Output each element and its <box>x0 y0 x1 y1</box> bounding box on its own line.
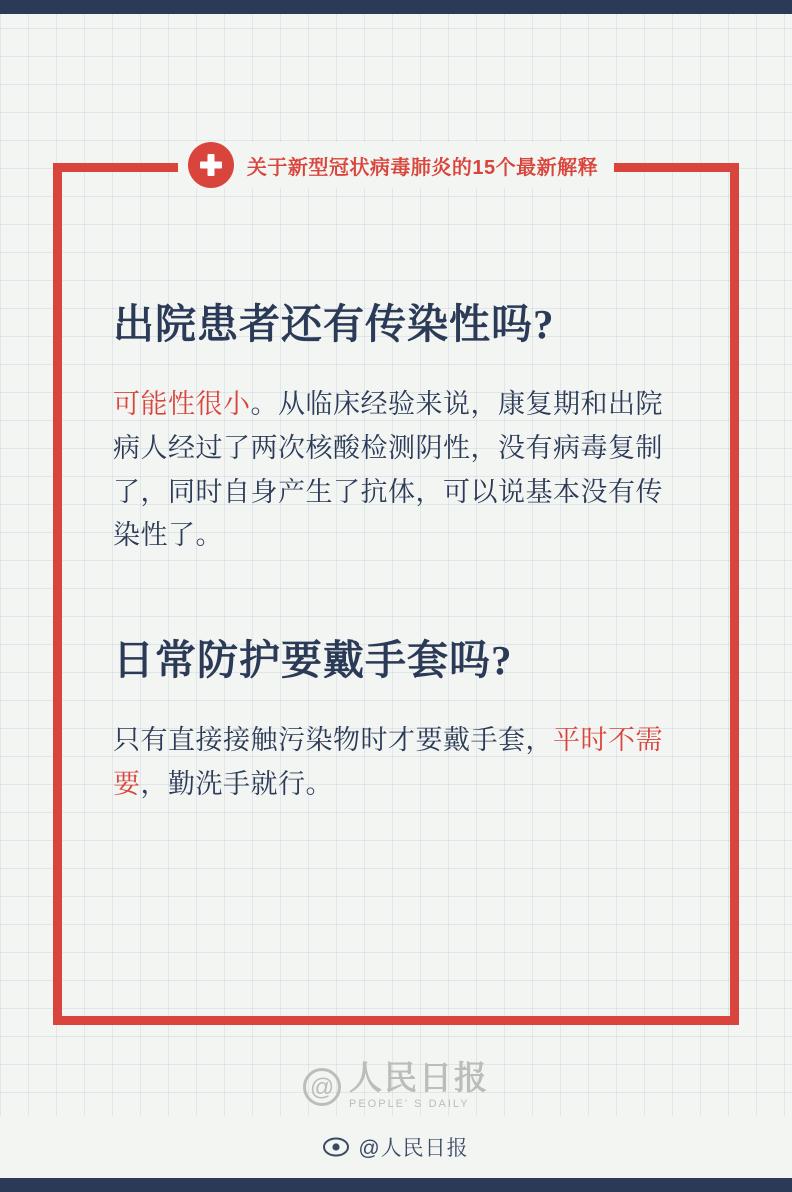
answer-text <box>113 719 683 806</box>
medical-cross-icon <box>188 142 234 188</box>
answer-lead: 只有直接接触污染物时才要戴手套， <box>113 725 553 756</box>
answer-highlight: 平时不需要 <box>113 725 663 800</box>
answer-text <box>113 383 683 558</box>
answer-highlight: 可能性很小 <box>113 389 251 420</box>
bottom-band <box>0 1178 792 1192</box>
answer-body: 。从临床经验来说，康复期和出院病人经过了两次核酸检测阴性，没有病毒复制了，同时自身产生了抗体，可以说基本没有传染性了。 <box>113 389 663 551</box>
answer-tail: ，勤洗手就行。 <box>140 769 333 800</box>
qa-content <box>113 300 683 807</box>
top-band <box>0 0 792 14</box>
weibo-footer <box>0 1116 792 1178</box>
peoples-daily-logo <box>0 1063 792 1110</box>
logo-text <box>349 1063 489 1110</box>
qa-item <box>113 300 683 558</box>
header-title: 关于新型冠状病毒肺炎的15个最新解释 <box>246 156 599 179</box>
logo-name-en: PEOPLE' S DAILY <box>349 1098 470 1110</box>
logo-name-cn: 人民日报 <box>349 1061 489 1097</box>
qa-item <box>113 636 683 807</box>
weibo-account: @人民日报 <box>358 1137 469 1160</box>
weibo-icon <box>323 1136 349 1158</box>
at-symbol-icon: @ <box>303 1068 341 1106</box>
header-ribbon <box>0 141 792 189</box>
header-ribbon-inner <box>178 142 614 188</box>
question-title: 出院患者还有传染性吗? <box>113 301 555 347</box>
question-title: 日常防护要戴手套吗? <box>113 637 513 684</box>
